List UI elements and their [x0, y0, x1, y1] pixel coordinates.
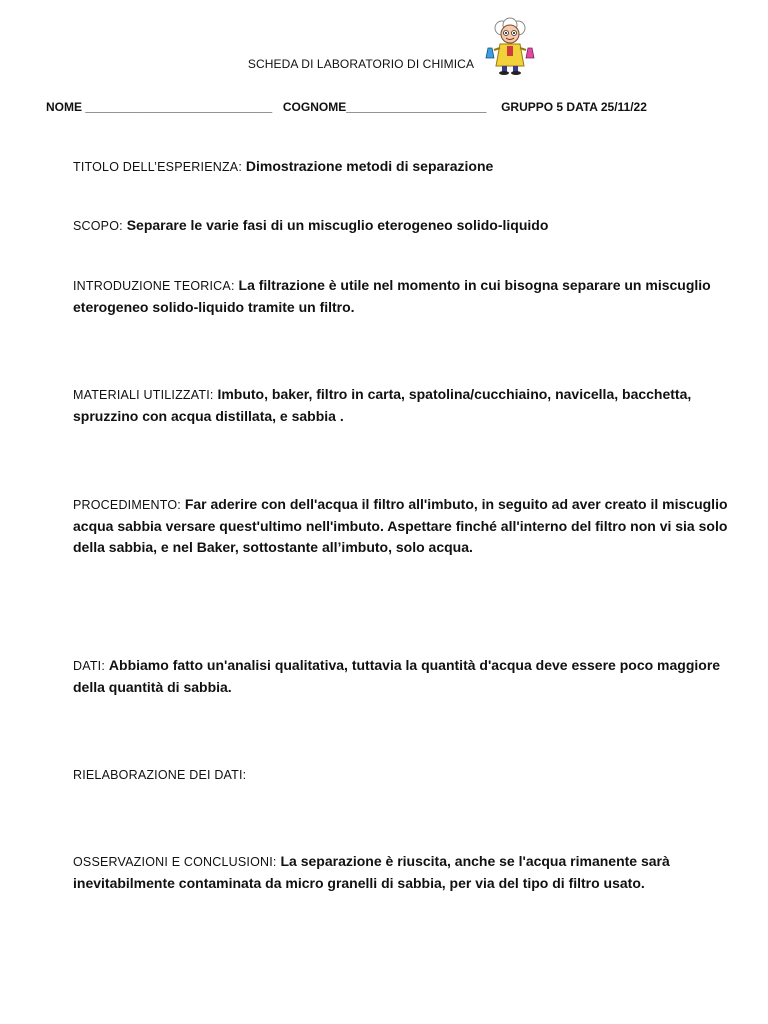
- section-titolo: [73, 156, 733, 178]
- section-label: TITOLO DELL’ESPERIENZA:: [73, 160, 243, 174]
- document-title: SCHEDA DI LABORATORIO DI CHIMICA: [247, 57, 475, 71]
- section-introduzione: [73, 275, 733, 318]
- nome-field[interactable]: NOME ____________________________: [46, 100, 273, 114]
- student-id-line: [46, 100, 726, 114]
- section-value: Far aderire con dell'acqua il filtro all'imbuto, in seguito ad aver creato il miscuglio acqua sabbia versare quest'ultimo nell'imbuto. Aspettare finché all'interno del filtro non vi sia solo della sabbia, e nel Baker, sottostante all’imbuto, solo acqua.: [73, 496, 728, 555]
- section-value: Imbuto, baker, filtro in carta, spatolina/cucchiaino, navicella, bacchetta, spruzzino con acqua distillata, e sabbia .: [73, 386, 692, 424]
- section-label: DATI:: [73, 659, 106, 673]
- section-label: RIELABORAZIONE DEI DATI:: [73, 768, 247, 782]
- section-scopo: [73, 215, 733, 237]
- section-label: OSSERVAZIONI E CONCLUSIONI:: [73, 855, 277, 869]
- section-value: La filtrazione è utile nel momento in cui bisogna separare un miscuglio eterogeneo solido-liquido tramite un filtro.: [73, 277, 711, 315]
- section-label: MATERIALI UTILIZZATI:: [73, 388, 214, 402]
- section-osservazioni: [73, 851, 733, 894]
- section-value: La separazione è riuscita, anche se l'acqua rimanente sarà inevitabilmente contaminata da micro granelli di sabbia, per via del tipo di filtro usato.: [73, 853, 670, 891]
- section-label: PROCEDIMENTO:: [73, 498, 181, 512]
- section-materiali: [73, 384, 733, 427]
- section-rielaborazione: [73, 764, 733, 786]
- section-dati: [73, 655, 733, 698]
- section-value: Dimostrazione metodi di separazione: [245, 158, 494, 174]
- section-value: Abbiamo fatto un'analisi qualitativa, tuttavia la quantità d'acqua deve essere poco maggiore della quantità di sabbia.: [73, 657, 721, 695]
- section-procedimento: [73, 494, 733, 558]
- gruppo-data-field: GRUPPO 5 DATA 25/11/22: [501, 100, 647, 114]
- scientist-mascot-icon: [480, 16, 540, 76]
- section-value: Separare le varie fasi di un miscuglio eterogeneo solido-liquido: [126, 217, 549, 233]
- section-label: INTRODUZIONE TEORICA:: [73, 279, 235, 293]
- cognome-field[interactable]: COGNOME_____________________: [282, 100, 487, 114]
- section-label: SCOPO:: [73, 219, 123, 233]
